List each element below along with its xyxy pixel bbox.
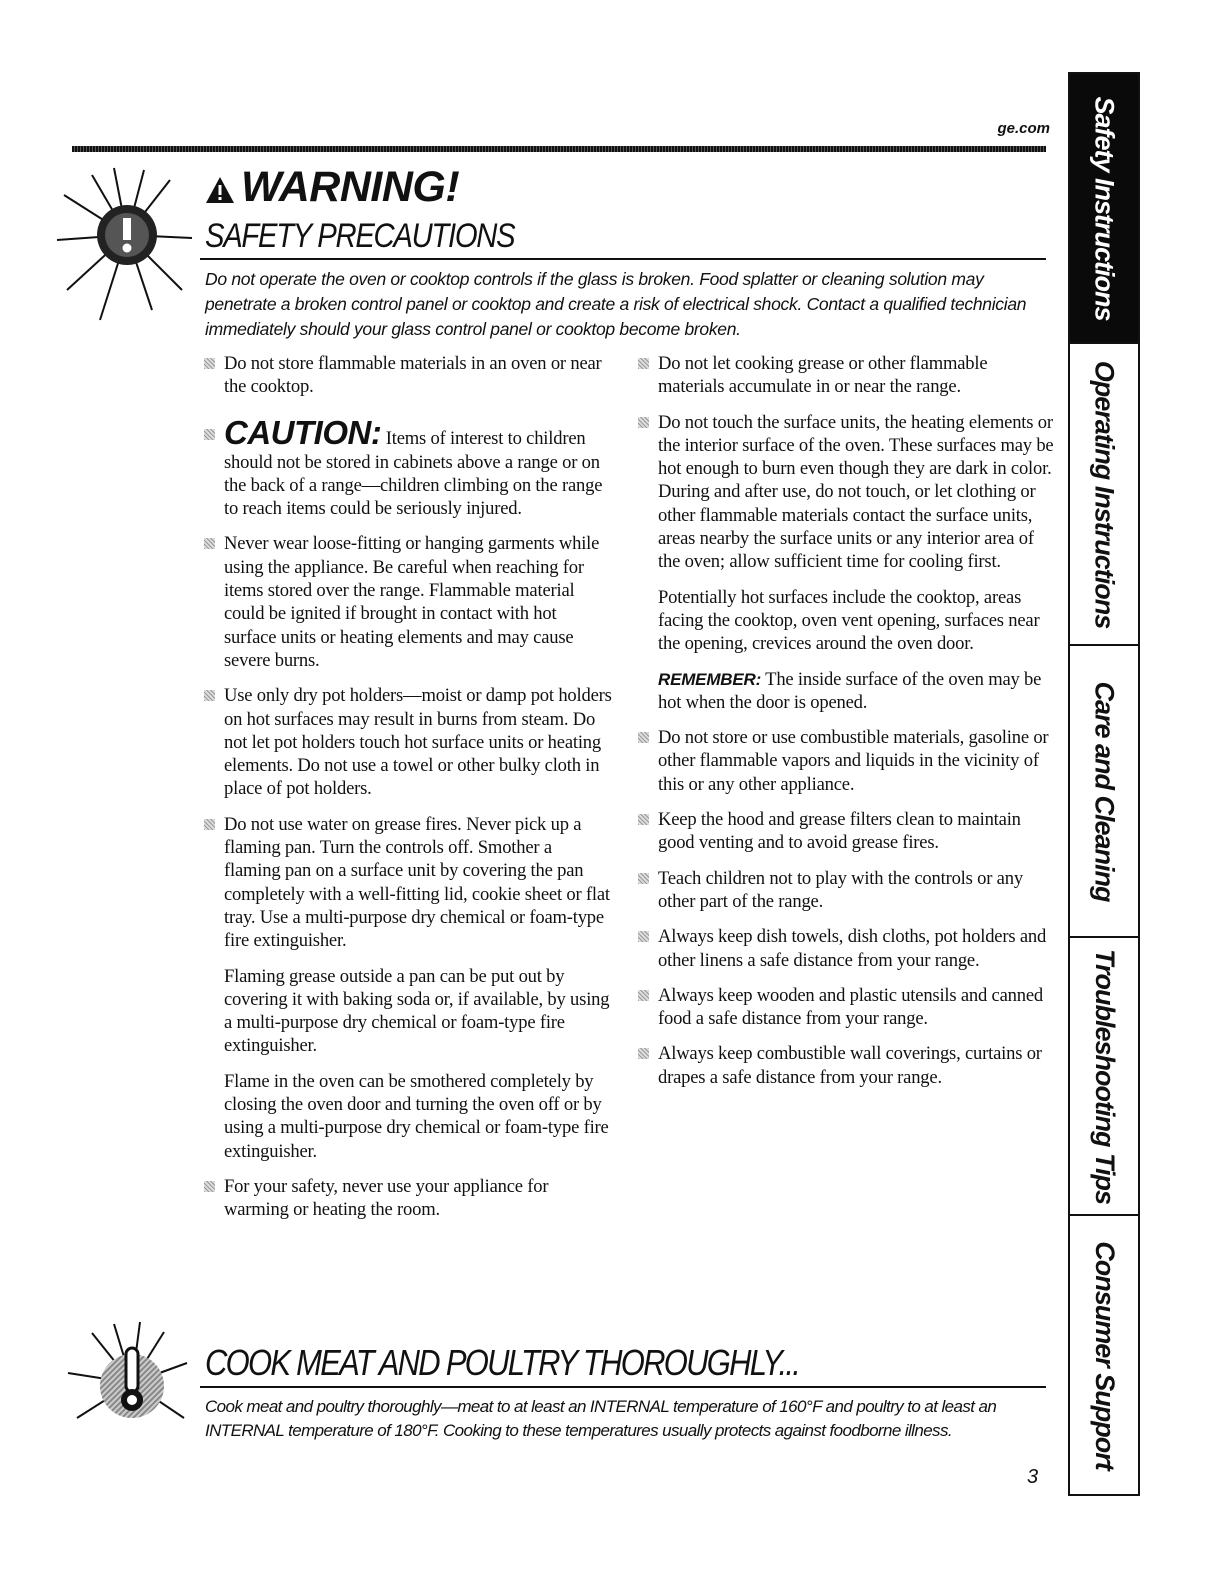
right-column <box>636 352 1056 1101</box>
list-item: Never wear loose-fitting or hanging garments while using the appliance. Be careful when reaching for items stored over the range. Flammable material could be ignited if brought in contact with hot surface units or heating elements and may cause severe burns. <box>202 532 612 672</box>
list-item: Always keep combustible wall coverings, curtains or drapes a safe distance from your range. <box>636 1042 1056 1089</box>
bullet-icon <box>204 358 215 369</box>
list-item: Do not store flammable materials in an oven or near the cooktop. <box>202 352 612 399</box>
list-item: Do not let cooking grease or other flammable materials accumulate in or near the range. <box>636 352 1056 399</box>
section-rule <box>200 258 1046 260</box>
list-item: Do not touch the surface units, the heating elements or the interior surface of the oven. These surfaces may be hot enough to burn even though they are dark in color. During and after use, do not touch, or let clothing or other flammable materials contact the surface units, areas nearby the surface units or any interior area of the oven; allow sufficient time for cooling first. <box>636 411 1056 574</box>
cook-body: Cook meat and poultry thoroughly—meat to at least an INTERNAL temperature of 160°F and poultry to at least an INTERNAL temperature of 180°F. Cooking to these temperatures usually protects against foodborne illness. <box>205 1397 997 1440</box>
section-tabs <box>1068 72 1140 1496</box>
list-item: Use only dry pot holders—moist or damp pot holders on hot surfaces may result in burns from steam. Do not let pot holders touch hot surface units or heating elements. Do not use a towel or other bulky cloth in place of pot holders. <box>202 684 612 800</box>
paragraph: Flame in the oven can be smothered completely by closing the oven door and turning the oven off or by using a multi-purpose dry chemical or foam-type fire extinguisher. <box>224 1070 609 1162</box>
bullet-icon <box>204 1181 215 1192</box>
tab-operating-instructions[interactable]: Operating Instructions <box>1070 342 1138 644</box>
list-item: Always keep wooden and plastic utensils and canned food a safe distance from your range. <box>636 984 1056 1031</box>
header-rule <box>72 146 1046 152</box>
safety-precautions-heading: SAFETY PRECAUTIONS <box>205 217 515 255</box>
list-item: Always keep dish towels, dish cloths, pot holders and other linens a safe distance from your range. <box>636 925 1056 972</box>
bullet-icon <box>638 1048 649 1059</box>
list-item: For your safety, never use your appliance for warming or heating the room. <box>202 1175 612 1222</box>
bullet-icon <box>204 690 215 701</box>
bullet-icon <box>638 358 649 369</box>
bullet-icon <box>638 417 649 428</box>
thermometer-burst-icon <box>62 1318 202 1448</box>
bullet-icon <box>204 819 215 830</box>
list-item: Do not use water on grease fires. Never pick up a flaming pan. Turn the controls off. Smother a flaming pan on a surface unit by covering the pan completely with a well-fitting lid, cookie sheet or flat tray. Use a multi-purpose dry chemical or foam-type fire extinguisher. <box>202 813 612 953</box>
caution-item: CAUTION: Items of interest to children should not be stored in cabinets above a range or on the back of a range—children climbing on the range to reach items could be seriously injured. <box>202 411 612 521</box>
page-number: 3 <box>1027 1466 1039 1488</box>
list-item: Keep the hood and grease filters clean to maintain good venting and to avoid grease fires. <box>636 808 1056 855</box>
cook-heading: COOK MEAT AND POULTRY THOROUGHLY... <box>205 1342 800 1383</box>
warning-title-row <box>205 163 459 212</box>
site-url: ge.com <box>997 120 1050 137</box>
warning-triangle-icon <box>205 176 235 204</box>
warning-burst-icon <box>52 160 202 330</box>
bullet-icon <box>204 429 215 440</box>
paragraph: Potentially hot surfaces include the cooktop, areas facing the cooktop, oven vent opening, surfaces near the opening, crevices around the oven door. <box>658 586 1040 655</box>
bullet-icon <box>638 814 649 825</box>
warning-intro: Do not operate the oven or cooktop controls if the glass is broken. Food splatter or cleaning solution may penetrate a broken control panel or cooktop and create a risk of electrical shock. Contact a qualified technician immediately should your glass control panel or cooktop become broken. <box>205 269 1027 339</box>
section-rule <box>200 1386 1046 1388</box>
paragraph: Flaming grease outside a pan can be put out by covering it with baking soda or, if available, by using a multi-purpose dry chemical or foam-type fire extinguisher. <box>224 965 610 1057</box>
bullet-icon <box>638 732 649 743</box>
bullet-icon <box>638 873 649 884</box>
list-item: Do not store or use combustible materials, gasoline or other flammable vapors and liquids in the vicinity of this or any other appliance. <box>636 726 1056 796</box>
bullet-icon <box>638 990 649 1001</box>
tab-care-and-cleaning[interactable]: Care and Cleaning <box>1070 644 1138 936</box>
list-item: Teach children not to play with the controls or any other part of the range. <box>636 867 1056 914</box>
bullet-icon <box>204 538 215 549</box>
remember-label: REMEMBER: <box>658 669 762 689</box>
remember-note: REMEMBER: The inside surface of the oven may be hot when the door is opened. <box>658 668 1042 713</box>
warning-title: WARNING! <box>241 163 460 211</box>
tab-consumer-support[interactable]: Consumer Support <box>1070 1214 1138 1494</box>
bullet-icon <box>638 931 649 942</box>
tab-troubleshooting-tips[interactable]: Troubleshooting Tips <box>1070 936 1138 1214</box>
left-column <box>202 352 612 1234</box>
caution-label: CAUTION: <box>224 413 382 451</box>
tab-safety-instructions[interactable]: Safety Instructions <box>1070 74 1138 342</box>
